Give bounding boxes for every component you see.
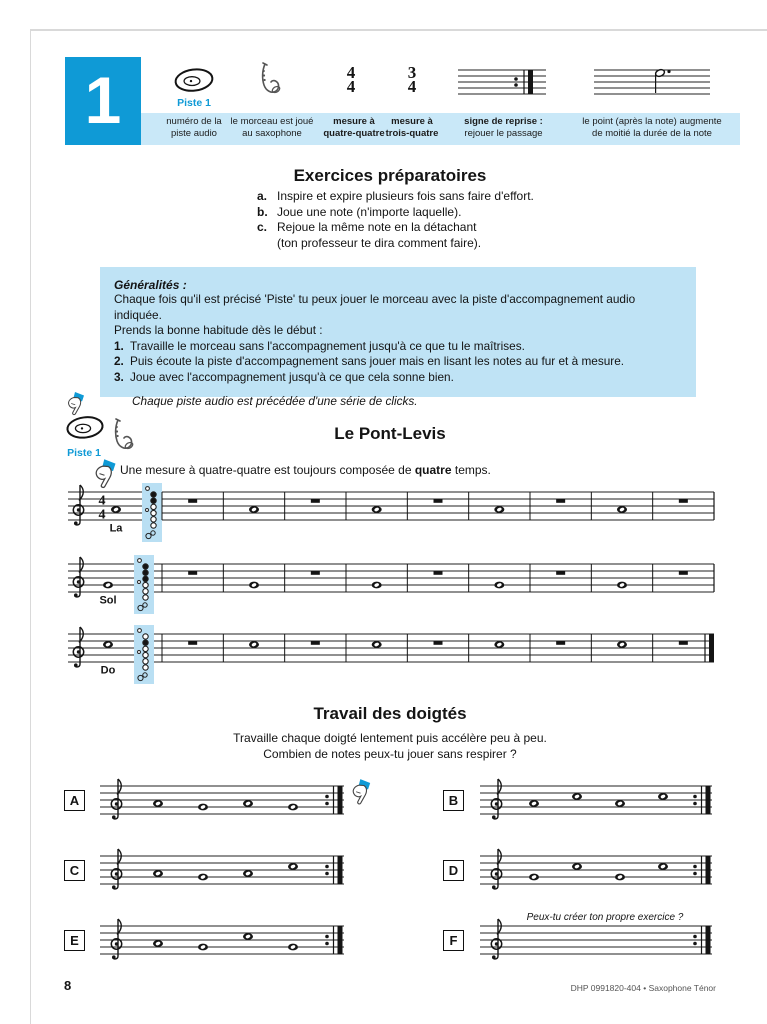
generalites-step-2: 2. Puis écoute la piste d'accompagnement sans jouer mais en lisant les notes au fur et à mesure. <box>114 354 625 368</box>
exercise-letter-E: E <box>64 930 85 951</box>
unit-number-box <box>65 57 141 145</box>
exercise-staff-E <box>96 916 348 974</box>
legend-caption-6: le point (après la note) augmente de moitié la durée de la note <box>582 116 722 139</box>
staff-sol <box>64 550 716 620</box>
saxophone-icon <box>255 60 283 98</box>
time-signature-3-4-icon: 3 4 <box>407 63 417 96</box>
svg-text:La: La <box>109 522 123 535</box>
prep-item-c.: c. Rejoue la même note en la détachant <box>257 220 477 234</box>
prep-item-b.: b. Joue une note (n'importe laquelle). <box>257 204 462 219</box>
exercise-staff-D <box>476 846 716 904</box>
prep-item-a.: a. Inspire et expire plusieurs fois sans faire d'effort. <box>257 189 534 203</box>
dotted-note-icon <box>592 66 712 96</box>
svg-text:Do: Do <box>100 664 116 677</box>
exercise-staff-A <box>96 776 348 834</box>
piste-label: Piste 1 <box>67 447 101 459</box>
prep-title: Exercices préparatoires <box>293 166 487 185</box>
generalites-box <box>100 267 696 408</box>
staff-do <box>64 620 716 690</box>
song-title: Le Pont-Levis <box>334 424 446 443</box>
svg-text:4: 4 <box>98 507 106 523</box>
staff-la <box>64 478 716 548</box>
svg-text:Sol: Sol <box>99 594 117 607</box>
generalites-step-1: 1. Travaille le morceau sans l'accompagnement jusqu'à ce que tu le maîtrises. <box>114 338 525 353</box>
page-number: 8 <box>64 978 72 993</box>
generalites-intro-1: Chaque fois qu'il est précisé 'Piste' tu peux jouer le morceau avec la piste d'accompagnement audio indiquée. <box>114 292 636 322</box>
fingering-instructions: Travaille chaque doigté lentement puis accélère peu à peu. Combien de notes peux-tu jouer sans respirer ? <box>233 731 547 761</box>
legend-caption-5: signe de reprise : rejouer le passage <box>464 116 543 139</box>
imprint: DHP 0991820-404 • Saxophone Ténor <box>570 983 716 993</box>
generalites-title: Généralités : <box>114 278 187 292</box>
legend-caption-4: mesure à trois-quatre <box>385 116 439 139</box>
generalites-intro-2: Prends la bonne habitude dès le début : <box>114 323 323 337</box>
prep-item-c.-cont: (ton professeur te dira comment faire). <box>277 235 482 250</box>
scan-edge-left <box>30 29 31 1024</box>
time-signature-4-4-icon: 4 4 <box>346 63 356 96</box>
fingering-section-title: Travail des doigtés <box>313 704 467 723</box>
svg-text:4: 4 <box>98 493 106 509</box>
generalites-clicks-note: Chaque piste audio est précédée d'une série de clicks. <box>132 394 418 408</box>
exercise-staff-F <box>476 916 716 974</box>
exercise-letter-A: A <box>64 790 85 811</box>
legend-caption-1: numéro de la piste audio <box>166 116 222 139</box>
exercise-letter-B: B <box>443 790 464 811</box>
cd-icon-song <box>64 414 106 443</box>
legend-caption-2: le morceau est joué au saxophone <box>230 116 314 139</box>
repeat-sign-icon <box>456 68 548 96</box>
exercise-staff-C <box>96 846 348 904</box>
generalites-step-3: 3. Joue avec l'accompagnement jusqu'à ce que cela sonne bien. <box>114 369 454 384</box>
cd-icon <box>172 66 216 96</box>
header-piste-label: Piste 1 <box>177 97 211 109</box>
exercise-staff-B <box>476 776 716 834</box>
pointing-hand-icon-exercise-a <box>346 778 375 807</box>
exercise-letter-D: D <box>443 860 464 881</box>
legend-caption-3: mesure à quatre-quatre <box>323 116 385 139</box>
exercise-f-prompt: Peux-tu créer ton propre exercice ? <box>526 912 684 923</box>
saxophone-icon-song <box>108 416 136 454</box>
exercise-letter-F: F <box>443 930 464 951</box>
scan-edge-top <box>30 29 767 31</box>
exercise-letter-C: C <box>64 860 85 881</box>
song-tip: Une mesure à quatre-quatre est toujours composée de quatre temps. <box>120 463 491 477</box>
unit-number: 1 <box>84 63 122 137</box>
